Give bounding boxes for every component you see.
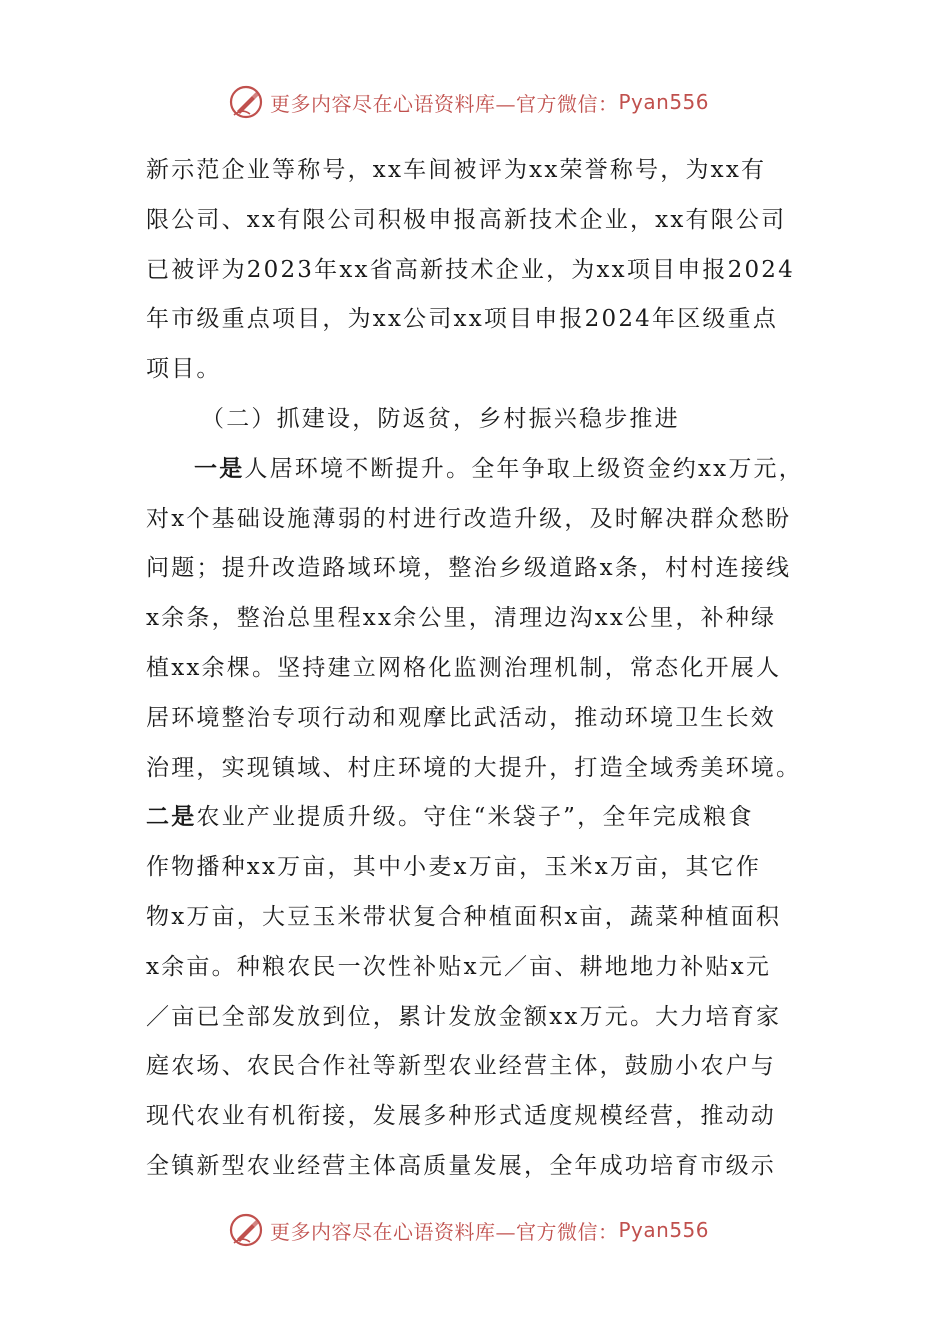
body-line: 全镇新型农业经营主体高质量发展，全年成功培育市级示 [146, 1152, 776, 1179]
body-line: 年市级重点项目，为xx公司xx项目申报2024年区级重点 [146, 306, 779, 333]
body-line: ／亩已全部发放到位，累计发放金额xx万元。大力培育家 [146, 1003, 782, 1030]
lead-label: 二是 [146, 804, 197, 831]
header-banner-text: 更多内容尽在心语资料库—官方微信： [270, 91, 619, 116]
body-line: 对x个基础设施薄弱的村进行改造升级，及时解决群众愁盼 [146, 505, 792, 532]
body-line: 限公司、xx有限公司积极申报高新技术企业，xx有限公司 [146, 206, 787, 233]
body-line: x余条，整治总里程xx余公里，清理边沟xx公里，补种绿 [146, 605, 777, 632]
pen-logo-icon [228, 84, 264, 120]
paragraph-first-line [146, 445, 810, 495]
footer-watermark-banner [228, 1210, 748, 1250]
body-line: 现代农业有机衔接，发展多种形式适度规模经营，推动动 [146, 1103, 776, 1130]
body-line: 已被评为2023年xx省高新技术企业，为xx项目申报2024 [146, 256, 795, 283]
body-line: 新示范企业等称号，xx车间被评为xx荣誉称号，为xx有 [146, 157, 767, 183]
first-line-text: 人居环境不断提升。全年争取上级资金约xx万元， [244, 455, 804, 482]
footer-banner-id: Pyan556 [618, 1218, 710, 1242]
section-heading: （二）抓建设，防返贫，乡村振兴稳步推进 [201, 405, 680, 432]
paragraph-first-line [146, 793, 810, 843]
body-line: x余亩。种粮农民一次性补贴x元／亩、耕地地力补贴x元 [146, 953, 772, 980]
body-line: 作物播种xx万亩，其中小麦x万亩，玉米x万亩，其它作 [146, 854, 762, 881]
body-line: 植xx余棵。坚持建立网格化监测治理机制，常态化开展人 [146, 654, 782, 681]
header-banner-id: Pyan556 [618, 90, 710, 114]
body-line: 项目。 [146, 356, 222, 383]
body-line: 居环境整治专项行动和观摩比武活动，推动环境卫生长效 [146, 704, 776, 731]
pen-logo-icon [228, 1212, 264, 1248]
lead-label: 一是 [194, 455, 245, 482]
body-line: 治理，实现镇域、村庄环境的大提升，打造全域秀美环境。 [146, 754, 802, 781]
body-line: 问题；提升改造路域环境，整治乡级道路x条，村村连接线 [146, 555, 792, 582]
header-watermark-banner [228, 82, 748, 122]
first-line-text: 农业产业提质升级。守住“米袋子”，全年完成粮食 [196, 804, 754, 831]
document-body [146, 146, 810, 1192]
body-line: 庭农场、农民合作社等新型农业经营主体，鼓励小农户与 [146, 1053, 776, 1080]
footer-banner-text: 更多内容尽在心语资料库—官方微信： [270, 1219, 619, 1244]
body-line: 物x万亩，大豆玉米带状复合种植面积x亩，蔬菜种植面积 [146, 903, 782, 930]
